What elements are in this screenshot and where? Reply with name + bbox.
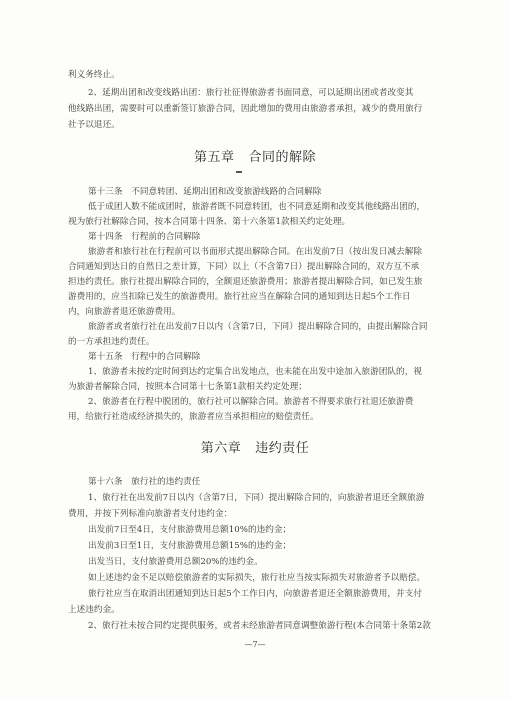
- text-line: 他线路出团，需要时可以重新签订旅游合同，因此增加的费用由旅游者承担，减少的费用旅行: [68, 104, 423, 114]
- chapter-number: 第五章: [194, 150, 235, 165]
- chapter-title: 违约责任: [255, 441, 310, 456]
- article-heading: 第十六条 旅行社的违约责任: [88, 477, 201, 487]
- chapter-heading-6: [0, 441, 510, 457]
- text-line: 旅游者或者旅行社在出发前7日以内（含第7日，下同）提出解除合同的，由提出解除合同: [88, 322, 428, 332]
- text-line: 合同通知到达日的自然日之差计算，下同）以上（不含第7日）提出解除合同的，双方互不承: [68, 262, 420, 272]
- page-number: —7—: [244, 640, 266, 649]
- text-line: 2、旅行社未按合同约定提供服务，或者未经旅游者同意调整旅游行程(本合同第十条第2款: [88, 621, 431, 631]
- text-line: 的一方承担违约责任。: [68, 337, 155, 347]
- text-line: 2、延期出团和改变线路出团：旅行社征得旅游者书面同意，可以延期出团或者改变其: [88, 88, 414, 98]
- text-line: 出发前3日至1日，支付旅游费用总额15%的违约金；: [88, 541, 292, 551]
- text-line: 旅游者和旅行社在行程前可以书面形式提出解除合同。在出发前7日（按出发日减去解除: [88, 247, 422, 257]
- chapter-heading-5: [0, 150, 510, 166]
- text-line: 旅行社应当在取消出团通知到达日起5个工作日内，向旅游者退还全额旅游费用，并支付: [88, 589, 422, 599]
- chapter-title: 合同的解除: [248, 150, 316, 165]
- text-line: 为旅游者解除合同，按照本合同第十七条第1款相关约定处理；: [68, 382, 307, 392]
- text-line: 出发当日，支付旅游费用总额20%的违约金。: [88, 557, 263, 567]
- text-line: 担违约责任。旅行社提出解除合同的，全额退还旅游费用；旅游者提出解除合同，如已发生旅: [68, 277, 423, 287]
- text-line: 1、旅游者未按约定时间到达约定集合出发地点，也未能在出发中途加入旅游团队的，视: [88, 367, 422, 377]
- text-line: 1、旅行社在出发前7日以内（含第7日，下同）提出解除合同的，向旅游者退还全额旅游: [88, 493, 425, 503]
- text-line: 内，向旅游者退还旅游费用。: [68, 307, 181, 317]
- text-line: 低于成团人数不能成团时，旅游者既不同意转团，也不同意延期和改变其他线路出团的，: [88, 202, 426, 212]
- text-line: 游费用的，应当扣除已发生的旅游费用。旅行社应当在解除合同的通知到达日起5个工作日: [68, 292, 411, 302]
- article-heading: 第十四条 行程前的合同解除: [88, 232, 201, 242]
- text-line: 社予以退还。: [68, 120, 120, 130]
- text-line: 费用，并按下列标准向旅游者支付违约金：: [68, 509, 233, 519]
- text-line: 视为旅行社解除合同，按本合同第十四条、第十六条第1款相关约定处理。: [68, 217, 351, 227]
- article-heading: 第十三条 不同意转团、延期出团和改变旅游线路的合同解除: [88, 187, 322, 197]
- text-line: 如上述违约金不足以赔偿旅游者的实际损失，旅行社应当按实际损失对旅游者予以赔偿。: [88, 573, 426, 583]
- text-line: 利义务终止。: [68, 70, 120, 80]
- text-line: 用，给旅行社造成经济损失的，旅游者应当承担相应的赔偿责任。: [68, 412, 319, 422]
- text-line: 上述违约金。: [68, 605, 120, 615]
- article-heading: 第十五条 行程中的合同解除: [88, 352, 201, 362]
- heading-underline-mark: [236, 171, 242, 173]
- text-line: 出发前7日至4日，支付旅游费用总额10%的违约金；: [88, 525, 292, 535]
- text-line: 2、旅游者在行程中脱团的，旅行社可以解除合同。旅游者不得要求旅行社退还旅游费: [88, 397, 414, 407]
- chapter-number: 第六章: [200, 441, 242, 456]
